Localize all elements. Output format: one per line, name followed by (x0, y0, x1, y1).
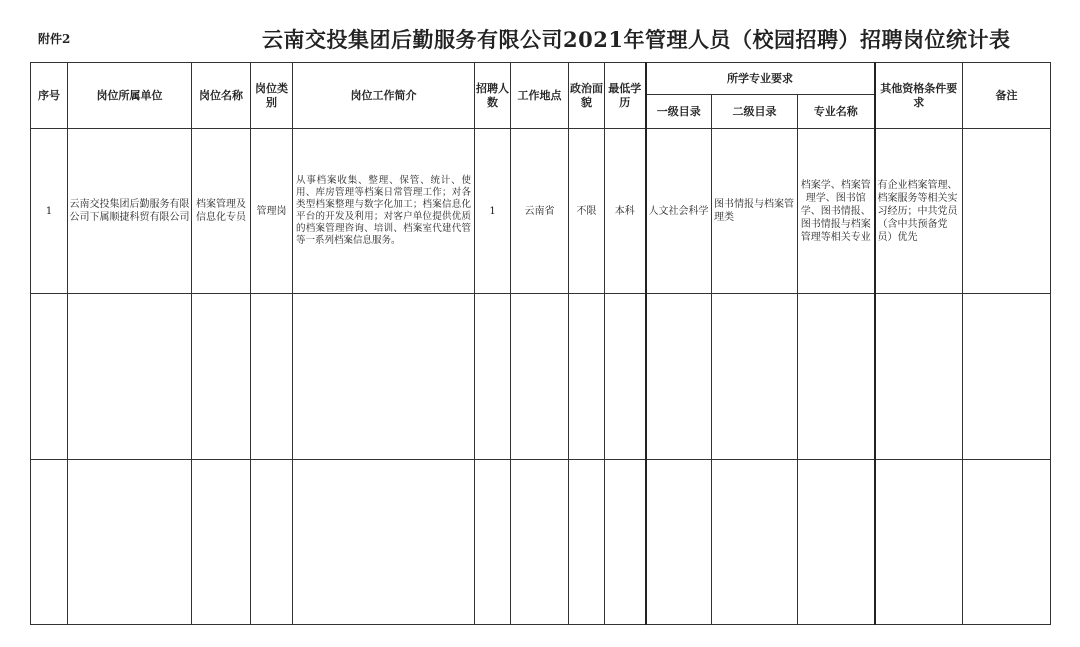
cell-major-level2: 图书情报与档案管理类 (712, 129, 798, 294)
page-title: 云南交投集团后勤服务有限公司2021年管理人员（校园招聘）招聘岗位统计表 (262, 27, 1011, 52)
col-header-post-type: 岗位类别 (251, 63, 293, 129)
cell-post-name: 档案管理及信息化专员 (192, 129, 251, 294)
col-header-major-level2: 二级目录 (712, 95, 798, 129)
cell-location: 云南省 (511, 129, 569, 294)
col-header-major-name: 专业名称 (798, 95, 875, 129)
cell-seq: 1 (31, 129, 68, 294)
table-row-empty (31, 294, 1051, 460)
col-header-major-level1: 一级目录 (646, 95, 712, 129)
table-row (31, 129, 1051, 294)
col-header-other-requirements: 其他资格条件要求 (875, 63, 963, 129)
col-header-location: 工作地点 (511, 63, 569, 129)
col-header-political: 政治面貌 (569, 63, 605, 129)
cell-other-requirements: 有企业档案管理、档案服务等相关实习经历；中共党员（含中共预备党员）优先 (875, 129, 963, 294)
col-header-headcount: 招聘人数 (475, 63, 511, 129)
col-header-remarks: 备注 (963, 63, 1051, 129)
cell-job-intro: 从事档案收集、整理、保管、统计、使用、库房管理等档案日常管理工作；对各类型档案整理与数字化加工；档案信息化平台的开发及利用；对客户单位提供优质的档案管理咨询、培训、档案室代建代管等一系列档案信息服务。 (293, 129, 475, 294)
annex-label: 附件2 (38, 32, 71, 46)
col-header-education: 最低学历 (605, 63, 646, 129)
cell-remarks (963, 129, 1051, 294)
cell-major-level1: 人文社会科学 (646, 129, 712, 294)
cell-education: 本科 (605, 129, 646, 294)
col-header-major-group: 所学专业要求 (646, 63, 875, 95)
cell-post-type: 管理岗 (251, 129, 293, 294)
cell-unit: 云南交投集团后勤服务有限公司下属顺捷科贸有限公司 (68, 129, 192, 294)
recruitment-table (30, 62, 1051, 625)
col-header-unit: 岗位所属单位 (68, 63, 192, 129)
col-header-post-name: 岗位名称 (192, 63, 251, 129)
header-row-1 (31, 63, 1051, 95)
cell-political: 不限 (569, 129, 605, 294)
cell-headcount: 1 (475, 129, 511, 294)
col-header-job-intro: 岗位工作简介 (293, 63, 475, 129)
table-row-empty (31, 460, 1051, 625)
col-header-seq: 序号 (31, 63, 68, 129)
cell-major-name: 档案学、档案管理学、图书馆学、图书情报、图书情报与档案管理等相关专业 (798, 129, 875, 294)
